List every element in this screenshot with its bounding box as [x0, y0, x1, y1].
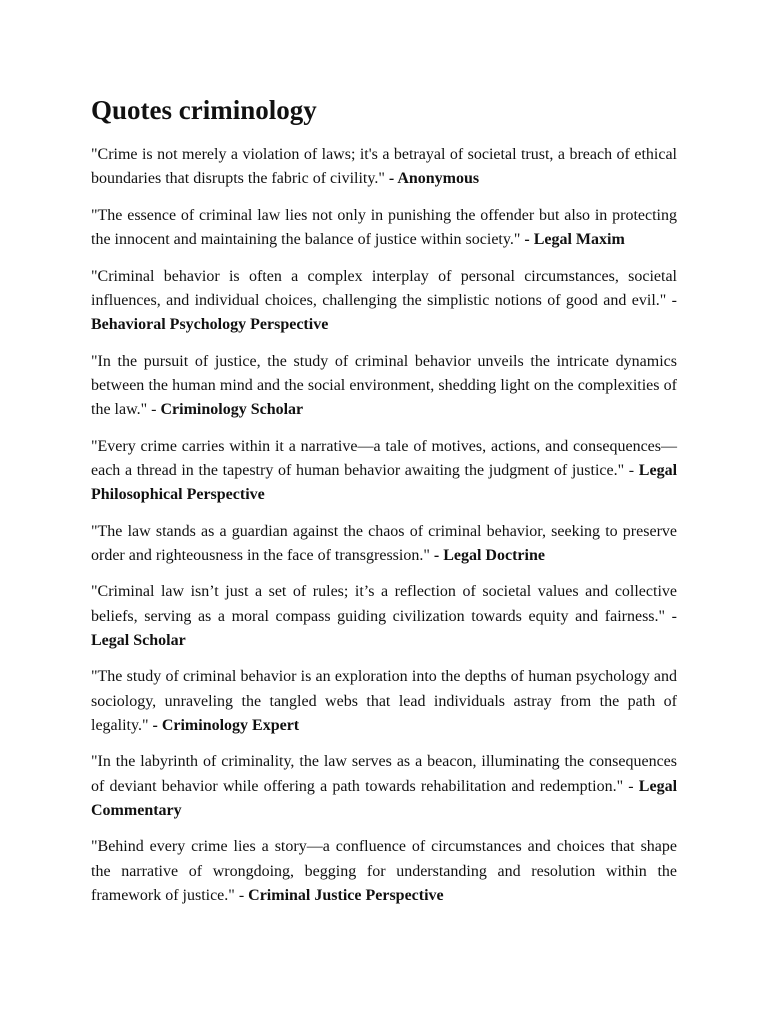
quote-author: - Anonymous — [388, 170, 480, 188]
quote-author: Criminology Scholar — [160, 401, 304, 418]
quote-author: Criminal Justice Perspective — [248, 886, 444, 904]
quote-text: "In the pursuit of justice, the study of criminal behavior unveils the intricate dynamics between the human mind and the social environment, shedding light on the complexities of the law." - — [91, 352, 677, 418]
quote-author: Behavioral Psychology Perspective — [91, 316, 329, 333]
quote-text: "Behind every crime lies a story—a confluence of circumstances and choices that shape the narrative of wrongdoing, begging for understanding and resolution within the framework of justice." - — [91, 838, 677, 904]
quote-text: "The law stands as a guardian against the chaos of criminal behavior, seeking to preserve order and righteousness in the face of transgression." — [91, 522, 677, 564]
quote-text: "Criminal law isn’t just a set of rules; it’s a reflection of societal values and collective beliefs, serving as a moral compass guiding civilization towards equity and fairness." - — [91, 583, 677, 625]
quote-author: - Criminology Expert — [152, 716, 300, 734]
quote-author: - Legal Doctrine — [433, 546, 545, 564]
quote-author: Legal Scholar — [91, 631, 186, 649]
quote-paragraph — [91, 435, 677, 508]
page-title: Quotes criminology — [91, 95, 317, 125]
quote-paragraph — [91, 350, 677, 423]
quote-paragraph — [91, 204, 677, 252]
quote-paragraph — [91, 835, 677, 908]
quote-text: "The study of criminal behavior is an exploration into the depths of human psychology and sociology, unraveling the tangled webs that lead individuals astray from the path of legality." — [91, 668, 677, 734]
quote-text: "The essence of criminal law lies not only in punishing the offender but also in protecting the innocent and maintaining the balance of justice within society." — [91, 206, 677, 248]
quote-text: "Criminal behavior is often a complex interplay of personal circumstances, societal influences, and individual choices, challenging the simplistic notions of good and evil." - — [91, 267, 677, 309]
quote-author: - Legal Maxim — [524, 231, 625, 248]
quote-paragraph — [91, 750, 677, 823]
quote-paragraph — [91, 665, 677, 738]
quote-paragraph — [91, 265, 677, 338]
quote-author: Legal Philosophical Perspective — [91, 461, 678, 503]
quote-paragraph — [91, 143, 677, 191]
quote-paragraph — [91, 520, 677, 568]
quote-text: "Crime is not merely a violation of laws; it's a betrayal of societal trust, a breach of ethical boundaries that disrupts the fabric of civility." — [91, 146, 677, 188]
quote-text: "In the labyrinth of criminality, the law serves as a beacon, illuminating the consequences of deviant behavior while offering a path towards rehabilitation and redemption." - — [91, 753, 677, 795]
quote-author: Legal Commentary — [91, 777, 678, 819]
quote-paragraph — [91, 580, 677, 653]
quote-text: "Every crime carries within it a narrative—a tale of motives, actions, and consequences—each a thread in the tapestry of human behavior awaiting the judgment of justice." - — [91, 437, 677, 479]
